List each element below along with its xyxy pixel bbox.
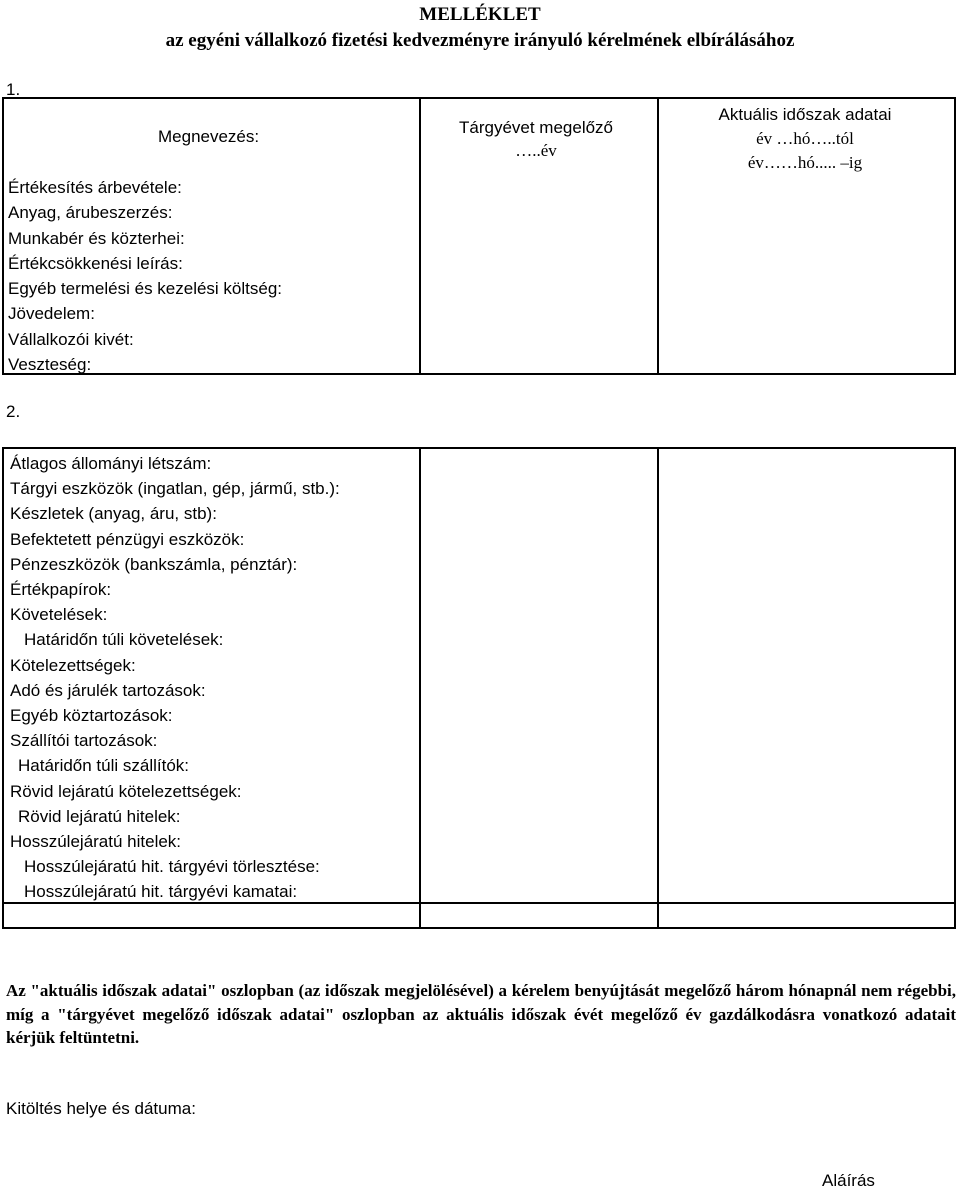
current-period-header-line2: év …hó…..tól: [756, 129, 854, 148]
row-label: Veszteség:: [8, 355, 92, 375]
assets-prior-year-column[interactable]: [420, 448, 658, 903]
column-label-megnevezes: Megnevezés:: [158, 127, 260, 146]
row-label: Befektetett pénzügyi eszközök:: [10, 529, 245, 549]
row-label: Értékesítés árbevétele:: [8, 178, 182, 197]
row-label: Hosszúlejáratú hit. tárgyévi törlesztése:: [24, 857, 320, 877]
row-label: Értékcsökkenési leírás:: [8, 253, 183, 273]
current-period-header-line3: év……hó..... –ig: [747, 153, 863, 172]
current-period-header: [655, 103, 955, 175]
prior-year-header-line2: …..év: [515, 141, 557, 160]
income-row-labels: [8, 175, 282, 377]
section-1-number: 1.: [6, 80, 21, 99]
row-label: Követelések:: [10, 605, 108, 625]
row-label: Tárgyi eszközök (ingatlan, gép, jármű, stb.):: [10, 479, 340, 499]
row-label: Vállalkozói kivét:: [8, 329, 134, 349]
row-label: Szállítói tartozások:: [10, 731, 158, 751]
row-label: Egyéb termelési és kezelési költség:: [8, 279, 283, 299]
row-label: Hosszúlejáratú hitelek:: [10, 832, 182, 852]
row-label: Munkabér és közterhei:: [8, 228, 185, 248]
row-label: Pénzeszközök (bankszámla, pénztár):: [10, 554, 298, 574]
assets-row-labels: [10, 451, 340, 905]
row-label: Határidőn túli követelések:: [24, 630, 224, 650]
document-subtitle: az egyéni vállalkozó fizetési kedvezményre irányuló kérelmének elbírálásához: [165, 30, 795, 51]
section-2-number: 2.: [6, 402, 21, 421]
row-label: Hosszúlejáratú hit. tárgyévi kamatai:: [24, 882, 298, 902]
current-period-header-line1: Aktuális időszak adatai: [718, 105, 892, 124]
row-label: Határidőn túli szállítók:: [18, 756, 190, 776]
row-label: Átlagos állományi létszám:: [10, 454, 212, 473]
row-label: Jövedelem:: [8, 304, 95, 324]
row-label: Kötelezettségek:: [10, 655, 136, 675]
row-label: Rövid lejáratú hitelek:: [18, 806, 181, 826]
assets-empty-row-label: [3, 903, 420, 928]
row-label: Értékpapírok:: [10, 580, 112, 600]
instructions-note: Az "aktuális időszak adatai" oszlopban (az időszak megjelölésével) a kérelem benyújtását megelőző három hónapnál nem régebbi, míg a "tárgyévet megelőző időszak adatai" oszlopban az aktuális időszak évét megelőző év gazdálkodásra vonatkozó adatait kérjük feltüntetni.: [6, 981, 956, 1047]
row-label: Egyéb köztartozások:: [10, 706, 173, 726]
row-label: Készletek (anyag, áru, stb):: [10, 504, 217, 524]
prior-year-header: [418, 116, 654, 162]
place-date-label: Kitöltés helye és dátuma:: [6, 1099, 196, 1118]
assets-empty-row-current[interactable]: [658, 903, 955, 928]
assets-empty-row-prior[interactable]: [420, 903, 658, 928]
row-label: Anyag, árubeszerzés:: [8, 203, 173, 223]
prior-year-header-line1: Tárgyévet megelőző: [458, 118, 614, 137]
row-label: Rövid lejáratú kötelezettségek:: [10, 781, 242, 801]
document-title: MELLÉKLET: [419, 4, 541, 25]
assets-current-period-column[interactable]: [658, 448, 955, 903]
signature-label: Aláírás: [822, 1171, 875, 1190]
row-label: Adó és járulék tartozások:: [10, 680, 206, 700]
